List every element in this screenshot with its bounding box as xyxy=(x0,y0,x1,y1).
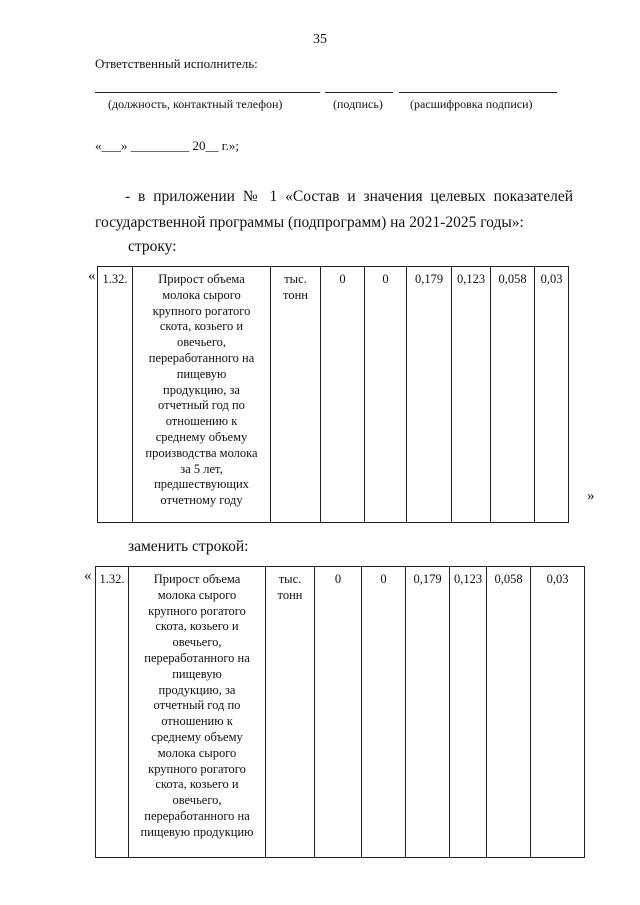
cell-indicator: Прирост объема молока сырого крупного рогатого скота, козьего и овечьего, переработанного на пищевую продукцию, за отчетный год по отношению к среднему объему производства молока за 5 лет, предшествующих отчетному году xyxy=(133,267,271,522)
cell-value-2023: 0,123 xyxy=(452,267,491,522)
caption-position: (должность, контактный телефон) xyxy=(108,97,283,111)
amendment-paragraph xyxy=(95,184,573,236)
cell-value-2020: 0 xyxy=(321,267,365,522)
cell-value-2024: 0,058 xyxy=(487,567,531,857)
cell-unit: тыс. тонн xyxy=(266,567,315,857)
close-quote-old: » xyxy=(587,488,595,504)
signature-line-position xyxy=(95,92,320,93)
cell-number: 1.32. xyxy=(96,567,129,857)
page-number: 35 xyxy=(313,32,327,47)
caption-decoding: (расшифровка подписи) xyxy=(410,97,533,111)
table-row-old xyxy=(97,266,569,523)
amendment-paragraph-line-2: государственной программы (подпрограмм) на 2021-2025 годы»: xyxy=(95,214,524,231)
cell-indicator: Прирост объема молока сырого крупного рогатого скота, козьего и овечьего, переработанного на пищевую продукцию, за отчетный год по отношению к среднему объему молока сырого крупного рогатого скота, козьего и овечьего, переработанного на пищевую продукцию xyxy=(129,567,266,857)
cell-number: 1.32. xyxy=(98,267,133,522)
table-row-new xyxy=(95,566,585,858)
signature-line-decoding xyxy=(399,92,557,93)
cell-value-2022: 0,179 xyxy=(407,267,452,522)
cell-value-2021: 0 xyxy=(362,567,406,857)
open-quote-old: « xyxy=(88,268,96,284)
label-row: строку: xyxy=(128,238,177,255)
cell-value-2025: 0,03 xyxy=(546,572,569,586)
label-replace: заменить строкой: xyxy=(128,538,249,555)
caption-signature: (подпись) xyxy=(333,97,383,111)
cell-value-2025: 0,03 xyxy=(540,272,563,286)
cell-unit: тыс. тонн xyxy=(271,267,321,522)
cell-value-2023: 0,123 xyxy=(450,567,487,857)
cell-value-2022: 0,179 xyxy=(406,567,450,857)
cell-value-2024: 0,058 xyxy=(491,267,535,522)
responsible-executor-label: Ответственный исполнитель: xyxy=(95,56,258,71)
cell-value-2021: 0 xyxy=(365,267,407,522)
open-quote-new: « xyxy=(84,568,92,584)
cell-value-2020: 0 xyxy=(315,567,362,857)
signature-line-signature xyxy=(325,92,393,93)
date-line: «___» _________ 20__ г.»; xyxy=(95,138,239,153)
amendment-paragraph-line-1: - в приложении № 1 «Состав и значения целевых показателей xyxy=(125,188,573,205)
